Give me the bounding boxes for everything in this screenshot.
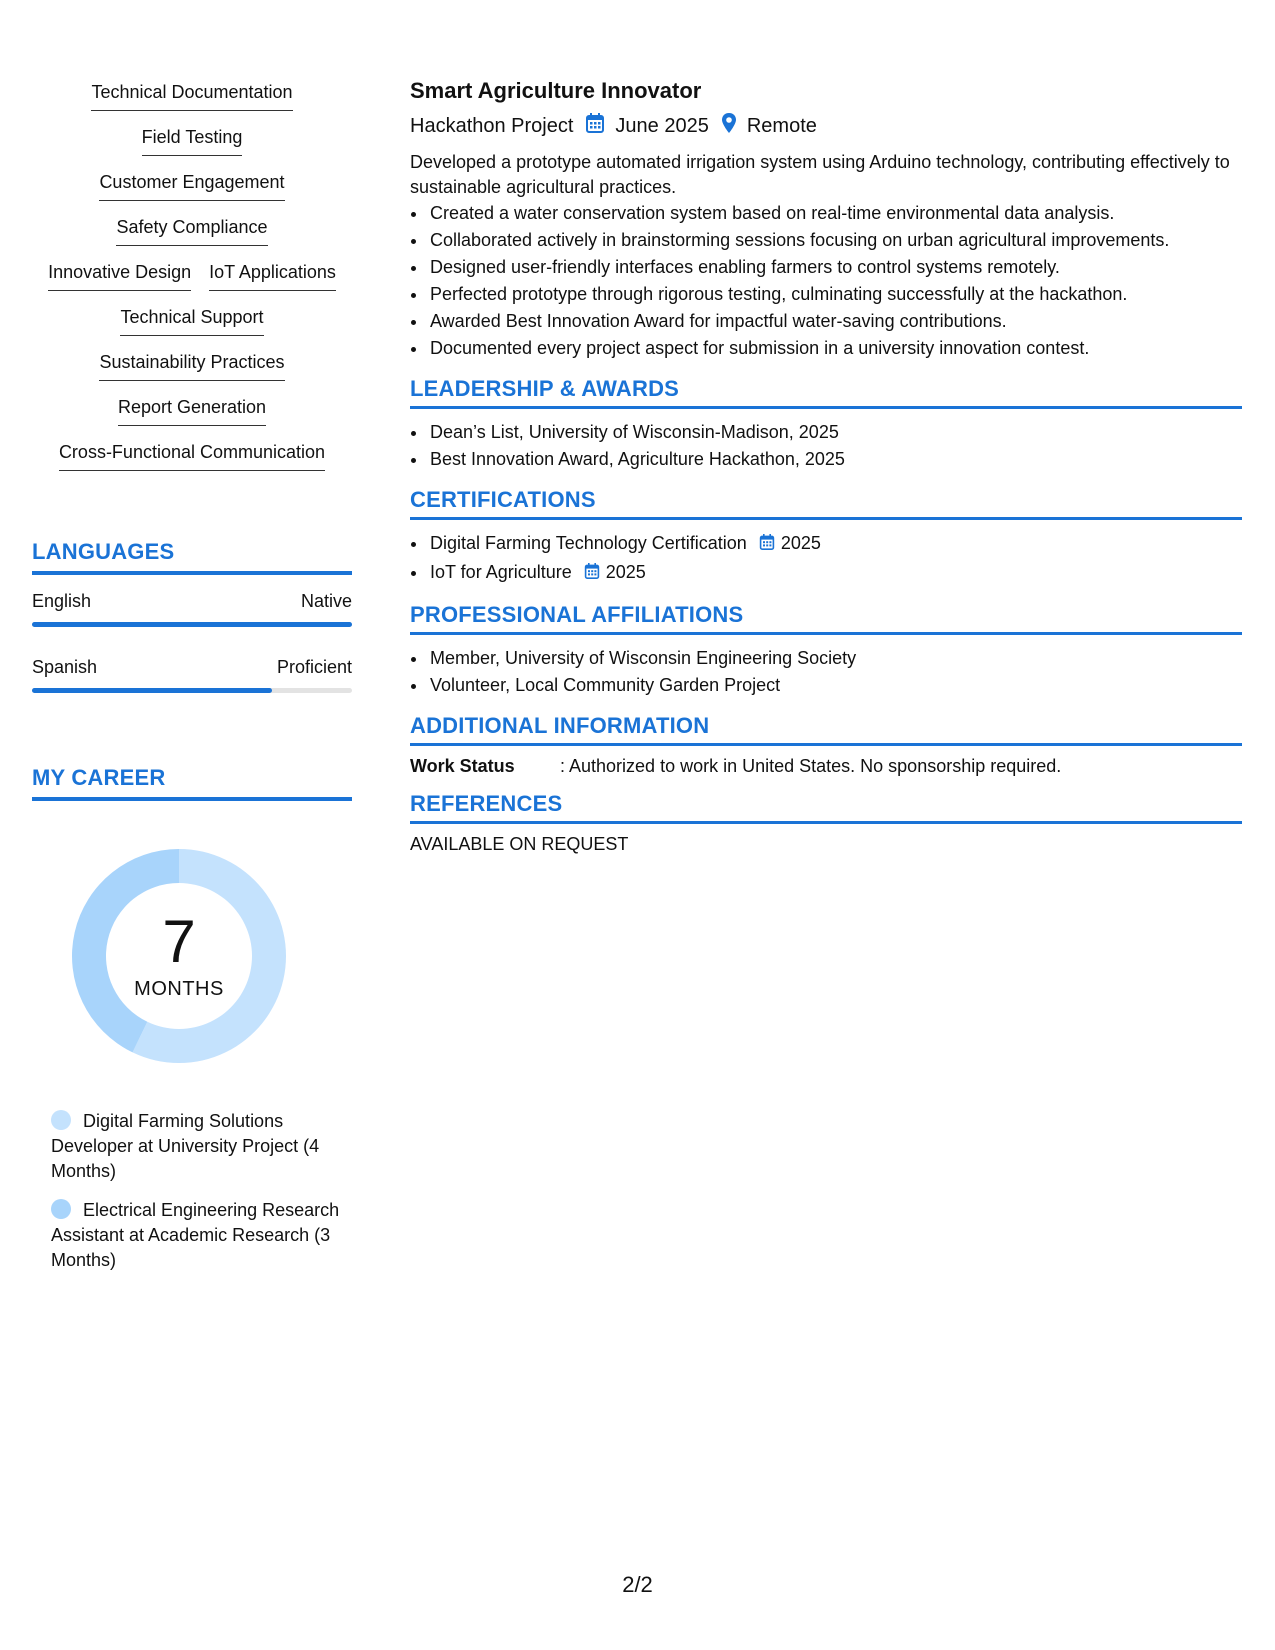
career-heading: MY CAREER [32,765,352,801]
affiliations-list [410,645,1242,699]
language-name: English [32,591,92,611]
affiliation-item: • Member, University of Wisconsin Engineering Society [428,645,1242,672]
project-entry [410,78,1242,362]
project-title: Smart Agriculture Innovator [410,78,702,103]
skill-row [59,442,325,487]
calendar-icon [584,561,600,588]
skill-tag: Innovative Design [48,262,191,291]
additional-info-heading: ADDITIONAL INFORMATION [410,713,1242,746]
certification-year: 2025 [605,562,646,582]
project-description: Developed a prototype automated irrigation system using Arduino technology, contributing effectively to sustainable agricultural practices. [410,152,1230,197]
career-section [32,765,352,1273]
language-level: Proficient [276,657,352,677]
skill-row [142,127,243,172]
leadership-list [410,419,1242,473]
language-name: Spanish [32,657,98,677]
project-bullet: • Collaborated actively in brainstorming sessions focusing on urban agricultural improvements. [428,227,1242,254]
certifications-heading: CERTIFICATIONS [410,487,1242,520]
certification-item [428,530,1242,559]
career-legend-item [51,1198,341,1273]
language-proficiency-bar [32,688,352,693]
certification-name: IoT for Agriculture [430,562,572,582]
project-bullet: • Created a water conservation system based on real-time environmental data analysis. [428,200,1242,227]
skill-row [120,307,263,352]
project-meta [410,112,1242,140]
certification-name: Digital Farming Technology Certification [430,533,747,553]
legend-dot [51,1199,71,1219]
skill-row [118,397,266,442]
project-bullet: • Perfected prototype through rigorous testing, culminating successfully at the hackathon. [428,281,1242,308]
project-location: Remote [746,114,817,137]
skill-tag: Safety Compliance [116,217,267,246]
calendar-icon [759,532,775,559]
skill-tag: Sustainability Practices [99,352,284,381]
career-legend-label: Digital Farming Solutions Developer at University Project (4 Months) [51,1111,320,1181]
project-bullet: • Designed user-friendly interfaces enabling farmers to control systems remotely. [428,254,1242,281]
affiliation-item: • Volunteer, Local Community Garden Project [428,672,1242,699]
project-org: Hackathon Project [410,114,574,137]
career-donut-center [64,841,294,1071]
languages-heading: LANGUAGES [32,539,352,575]
languages-list [32,591,352,693]
work-status-value: : Authorized to work in United States. No sponsorship required. [560,756,1062,776]
skill-tag: Field Testing [142,127,243,156]
skill-tag: IoT Applications [209,262,336,291]
skill-row [116,217,267,262]
skills-list [32,82,352,487]
project-bullet: • Awarded Best Innovation Award for impactful water-saving contributions. [428,308,1242,335]
right-column [410,78,1242,855]
skill-row [99,172,284,217]
language-proficiency-fill [32,688,272,693]
skill-tag: Technical Documentation [91,82,292,111]
language-row [32,591,352,612]
leadership-heading: LEADERSHIP & AWARDS [410,376,1242,409]
language-row [32,657,352,678]
skill-row [48,262,336,307]
project-bullets [410,200,1242,362]
map-pin-icon [721,112,737,140]
work-status-row [410,756,1242,777]
project-date: June 2025 [615,114,709,137]
leadership-item: • Dean’s List, University of Wisconsin-Madison, 2025 [428,419,1242,446]
career-donut-chart [64,841,294,1071]
skill-tag: Cross-Functional Communication [59,442,325,471]
language-item [32,591,352,627]
skill-tag: Customer Engagement [99,172,284,201]
skill-tag: Technical Support [120,307,263,336]
skill-row [99,352,284,397]
languages-section [32,539,352,693]
leadership-item: • Best Innovation Award, Agriculture Hackathon, 2025 [428,446,1242,473]
language-proficiency-fill [32,622,352,627]
page-number: 2/2 [622,1572,653,1597]
career-legend [51,1109,341,1273]
career-total: 7 [162,907,196,975]
references-text: AVAILABLE ON REQUEST [410,834,629,854]
references-heading: REFERENCES [410,791,1242,824]
left-column [32,82,352,1287]
calendar-icon [585,112,605,140]
certification-year: 2025 [780,533,821,553]
language-item [32,657,352,693]
language-proficiency-bar [32,622,352,627]
certification-item [428,559,1242,588]
project-bullet: • Documented every project aspect for submission in a university innovation contest. [428,335,1242,362]
career-unit: MONTHS [134,977,224,1000]
legend-dot [51,1110,71,1130]
language-level: Native [300,591,352,611]
affiliations-heading: PROFESSIONAL AFFILIATIONS [410,602,1242,635]
career-legend-label: Electrical Engineering Research Assistant at Academic Research (3 Months) [51,1200,340,1270]
skill-tag: Report Generation [118,397,266,426]
career-legend-item [51,1109,341,1184]
work-status-label: Work Status [410,756,515,776]
certifications-list [410,530,1242,588]
skill-row [91,82,292,127]
